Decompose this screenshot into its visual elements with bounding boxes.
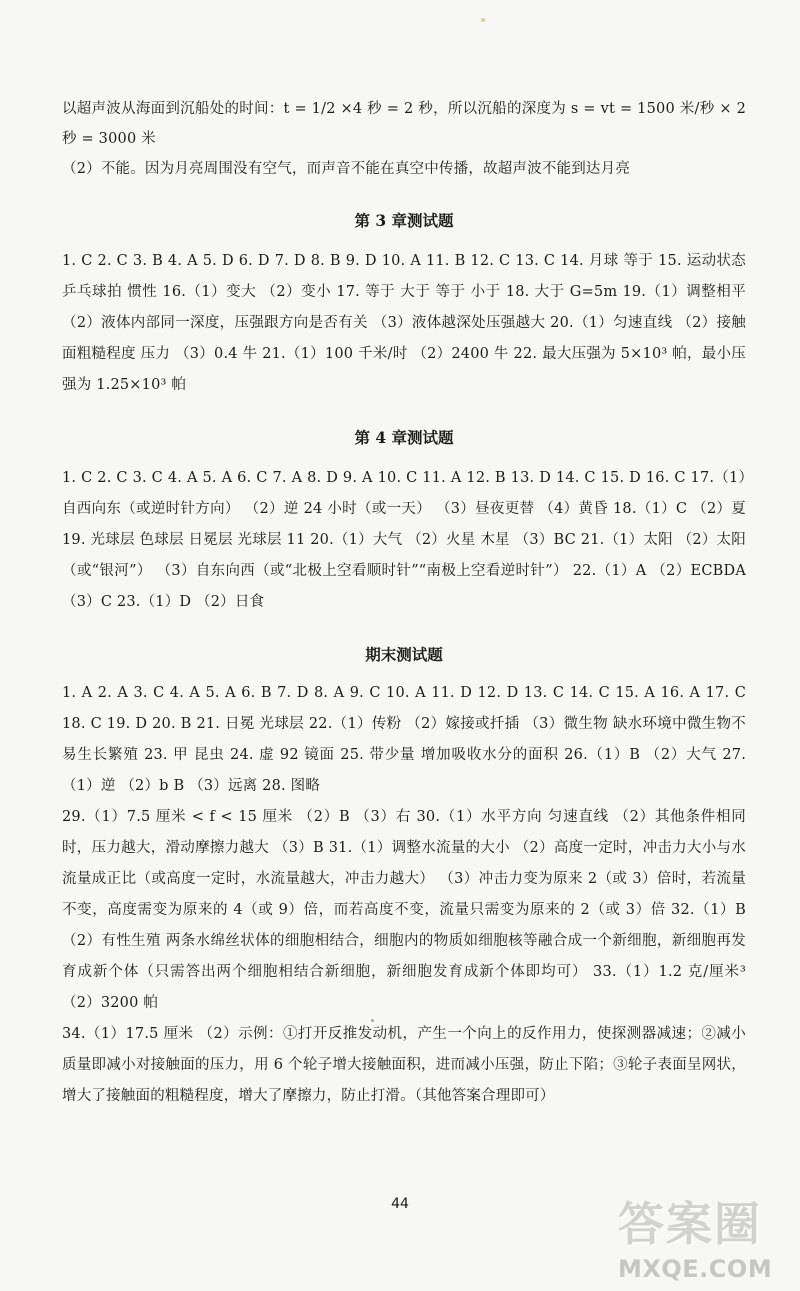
section-body-final-exam: 1. A 2. A 3. C 4. A 5. A 6. B 7. D 8. A 9. C 10. A 11. D 12. D 13. C 14. C 15. A 16. A 17. C 18. C 19. D 20. B 21. 日冕 光球层 22.（1）传粉 （2）嫁接或扦插 （3）微生物 缺水环境中微生物不易生长繁殖 23. 甲 昆虫 24. 虚 92 镜面 25. 带少量 增加吸收水分的面积 26.（1）B （2）大气 27.（1）逆 （2）b B （3）远离 28. 图略 xyxy=(62,685,746,794)
section-body-chapter-4: 1. C 2. C 3. C 4. A 5. A 6. C 7. A 8. D 9. A 10. C 11. A 12. B 13. D 14. C 15. D 16. C 17.（1）自西向东（或逆时针方向） （2）逆 24 小时（或一天） （3）昼夜更替 （4）黄昏 18.（1）C （2）夏 19. 光球层 色球层 日冕层 光球层 11 20.（1）大气 （2）火星 木星 （3）BC 21.（1）太阳 （2）太阳（或“银河”） （3）自东向西（或“北极上空看顺时针”“南极上空看逆时针”） 22.（1）A （2）ECBDA （3）C 23.（1）D （2）日食 xyxy=(62,470,746,610)
section-body-chapter-3: 1. C 2. C 3. B 4. A 5. D 6. D 7. D 8. B 9. D 10. A 11. B 12. C 13. C 14. 月球 等于 15. 运动状态 乒乓球拍 惯性 16.（1）变大 （2）变小 17. 等于 大于 等于 小于 18. 大于 G=5m 19.（1）调整相平 （2）液体内部同一深度，压强跟方向是否有关 （3）液体越深处压强越大 20.（1）匀速直线 （2）接触面粗糙程度 压力 （3）0.4 牛 21.（1）100 千米/时 （2）2400 牛 22. 最大压强为 5×10³ 帕，最小压强为 1.25×10³ 帕 xyxy=(62,253,746,393)
intro-line-2: （2）不能。因为月亮周围没有空气，而声音不能在真空中传播，故超声波不能到达月亮 xyxy=(62,161,631,177)
intro-line-1: 以超声波从海面到沉船处的时间：t = 1/2 ×4 秒 = 2 秒，所以沉船的深度为 s = vt = 1500 米/秒 × 2 秒 = 3000 米 xyxy=(62,101,746,147)
watermark-logo xyxy=(618,1195,788,1285)
section-body-final-exam-3: 34.（1）17.5 厘米 （2）示例：①打开反推发动机，产生一个向上的反作用力，使探测器减速；②减小质量即减小对接触面的压力，用 6 个轮子增大接触面积，进而减小压强，防止下陷；③轮子表面呈网状，增大了接触面的粗糙程度，增大了摩擦力，防止打滑。（其他答案合理即可） xyxy=(62,1026,746,1104)
page-number: 44 xyxy=(391,1196,409,1212)
scan-speck xyxy=(481,18,485,22)
answer-content xyxy=(62,94,746,1112)
watermark-url: MXQE.COM xyxy=(618,1255,773,1283)
watermark-title: 答案圈 xyxy=(618,1197,762,1251)
section-title-chapter-4: 第 4 章测试题 xyxy=(354,428,454,447)
section-title-chapter-3: 第 3 章测试题 xyxy=(354,211,454,230)
section-body-final-exam-2: 29.（1）7.5 厘米 < f < 15 厘米 （2）B （3）右 30.（1）水平方向 匀速直线 （2）其他条件相同时，压力越大，滑动摩擦力越大 （3）B 31.（1）调整水流量的大小 （2）高度一定时，冲击力大小与水流量成正比（或高度一定时，水流量越大，冲击力越大） （3）冲击力变为原来 2（或 3）倍时，若流量不变，高度需变为原来的 4（或 9）倍，而若高度不变，流量只需变为原来的 2（或 3）倍 32.（1）B （2）有性生殖 两条水绵丝状体的细胞相结合，细胞内的物质如细胞核等融合成一个新细胞，新细胞再发育成新个体（只需答出两个细胞相结合新细胞，新细胞发育成新个体即均可） 33.（1）1.2 克/厘米³ （2）3200 帕 xyxy=(62,809,746,1011)
section-title-final-exam: 期末测试题 xyxy=(365,645,443,664)
